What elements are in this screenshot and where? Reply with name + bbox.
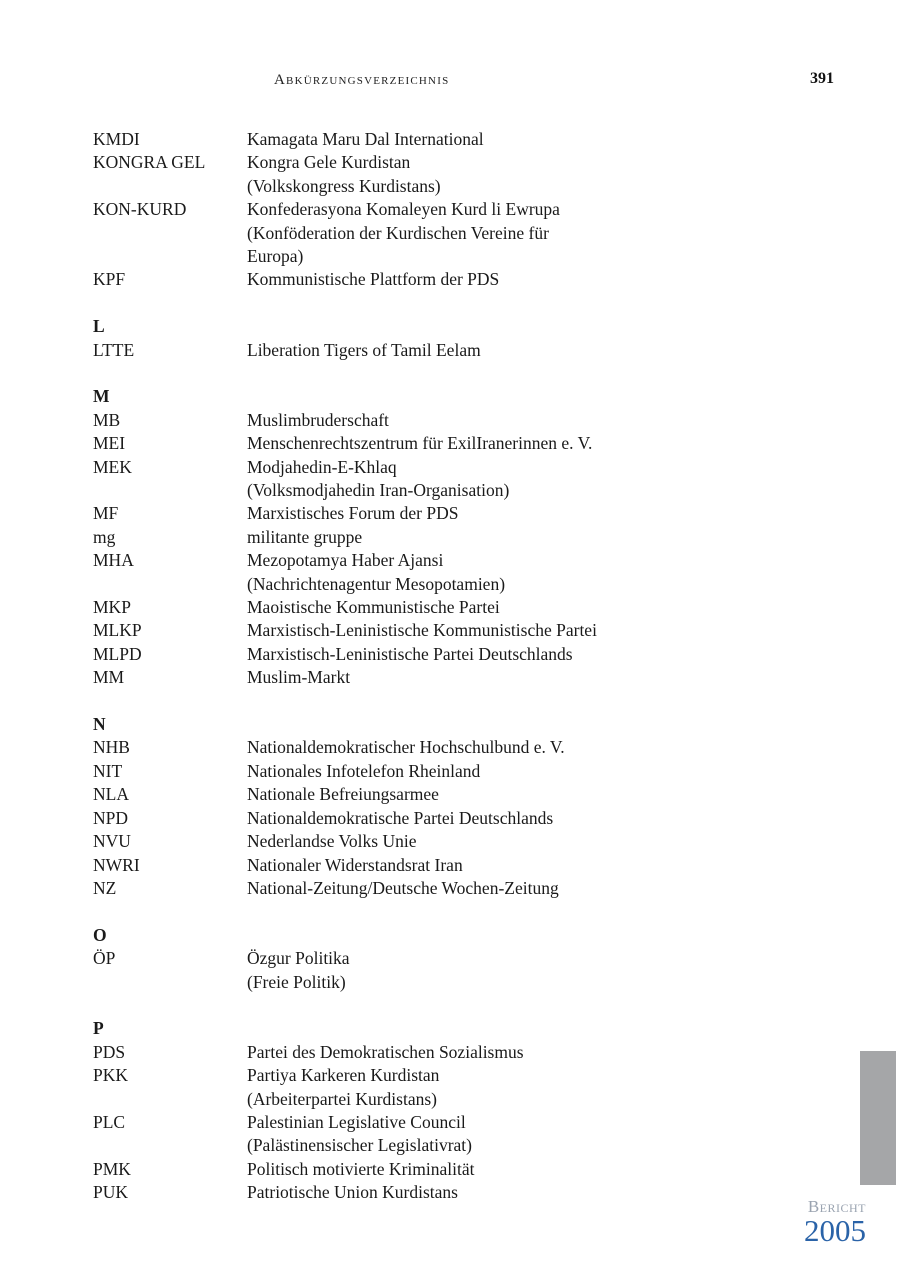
section — [93, 924, 713, 994]
expansion — [247, 526, 713, 549]
expansion-line: Özgur Politika — [247, 948, 350, 969]
abbreviation: NHB — [93, 737, 130, 758]
abbreviation: NZ — [93, 877, 117, 898]
expansion-line: Muslim-Markt — [247, 667, 351, 688]
expansion-line: Kamagata Maru Dal International — [247, 129, 484, 149]
expansion-line: Nationale Befreiungsarmee — [247, 784, 439, 805]
section-letter: N — [93, 714, 106, 735]
running-title: Abkürzungsverzeichnis — [274, 72, 450, 88]
abbreviation: NLA — [93, 784, 129, 805]
section — [93, 713, 713, 900]
expansion-line: Europa) — [247, 246, 304, 267]
section — [93, 385, 713, 689]
expansion — [247, 783, 713, 806]
expansion-line: Marxistisch-Leninistische Partei Deutschlands — [247, 643, 573, 664]
expansion-line: (Palästinensischer Legislativrat) — [247, 1135, 472, 1156]
expansion-line: Nationaldemokratischer Hochschulbund e. V. — [247, 737, 565, 758]
abbreviation-entry — [93, 947, 713, 994]
page-number: 391 — [810, 70, 834, 87]
expansion — [247, 1064, 713, 1111]
abbreviation-entry — [93, 877, 713, 900]
expansion-line: Modjahedin-E-Khlaq — [247, 456, 397, 477]
abbreviation: MEK — [93, 456, 132, 477]
expansion — [247, 807, 713, 830]
expansion — [247, 432, 713, 455]
abbreviation-entry — [93, 666, 713, 689]
abbreviation: MB — [93, 409, 121, 430]
abbreviation: MLKP — [93, 620, 142, 641]
abbreviation: NWRI — [93, 854, 140, 875]
abbreviation-entry — [93, 549, 713, 596]
expansion — [247, 409, 713, 432]
expansion-line: Konfederasyona Komaleyen Kurd li Ewrupa — [247, 199, 560, 220]
expansion-line: Palestinian Legislative Council — [247, 1111, 466, 1132]
abbreviation-entry — [93, 1158, 713, 1181]
abbreviation-entry — [93, 198, 713, 268]
abbreviation-entry — [93, 596, 713, 619]
expansion-line: Nationales Infotelefon Rheinland — [247, 760, 481, 781]
section-letter: L — [93, 316, 105, 337]
expansion — [247, 877, 713, 900]
expansion-line: Politisch motivierte Kriminalität — [247, 1158, 475, 1179]
expansion — [247, 666, 713, 689]
expansion — [247, 1111, 713, 1158]
abbreviation-entry — [93, 1181, 713, 1204]
expansion — [247, 151, 713, 198]
abbreviation-entry — [93, 1064, 713, 1111]
section-letter: O — [93, 924, 107, 945]
abbreviation: LTTE — [93, 339, 135, 360]
abbreviation-entry — [93, 760, 713, 783]
abbreviation-entry — [93, 643, 713, 666]
expansion-line: Kongra Gele Kurdistan — [247, 152, 411, 173]
abbreviation: MHA — [93, 550, 134, 571]
abbreviation-entry — [93, 128, 713, 151]
expansion-line: militante gruppe — [247, 526, 363, 547]
expansion — [247, 549, 713, 596]
expansion — [247, 1158, 713, 1181]
abbreviation-entry — [93, 854, 713, 877]
section-letter: P — [93, 1018, 104, 1039]
expansion-line: Patriotische Union Kurdistans — [247, 1182, 458, 1203]
abbreviation: ÖP — [93, 948, 116, 969]
expansion — [247, 947, 713, 994]
expansion — [247, 760, 713, 783]
abbreviation: KONGRA GEL — [93, 152, 206, 173]
abbreviation: NPD — [93, 807, 129, 828]
abbreviation: PKK — [93, 1065, 129, 1086]
expansion — [247, 339, 713, 362]
section — [93, 315, 713, 362]
abbreviation: mg — [93, 526, 116, 547]
expansion-line: Liberation Tigers of Tamil Eelam — [247, 339, 481, 360]
abbreviation-entry — [93, 339, 713, 362]
abbreviation: PDS — [93, 1041, 126, 1062]
expansion — [247, 619, 713, 642]
brand-year: 2005 — [804, 1213, 866, 1248]
section — [93, 1017, 713, 1204]
abbreviation: MM — [93, 667, 125, 688]
expansion — [247, 268, 713, 291]
abbreviation-entry — [93, 807, 713, 830]
abbreviation-entry — [93, 526, 713, 549]
abbreviation-entry — [93, 456, 713, 503]
expansion — [247, 456, 713, 503]
expansion-line: Partiya Karkeren Kurdistan — [247, 1065, 440, 1086]
abbreviation-entry — [93, 619, 713, 642]
abbreviation-entry — [93, 1041, 713, 1064]
expansion-line: Nederlandse Volks Unie — [247, 831, 417, 852]
expansion — [247, 736, 713, 759]
expansion — [247, 596, 713, 619]
expansion — [247, 643, 713, 666]
expansion-line: Menschenrechtszentrum für ExilIranerinnen e. V. — [247, 433, 593, 454]
abbreviation-entry — [93, 502, 713, 525]
expansion-line: Muslimbruderschaft — [247, 409, 389, 430]
abbreviation: MEI — [93, 433, 126, 454]
expansion — [247, 854, 713, 877]
report-branding — [804, 1198, 866, 1246]
side-tab-marker — [860, 1051, 896, 1185]
abbreviation-entry — [93, 151, 713, 198]
abbreviation: PUK — [93, 1182, 129, 1203]
abbreviation: KPF — [93, 269, 126, 290]
expansion-line: (Nachrichtenagentur Mesopotamien) — [247, 573, 506, 594]
expansion-line: (Volkskongress Kurdistans) — [247, 175, 441, 196]
abbreviation: MLPD — [93, 643, 142, 664]
expansion-line: Nationaldemokratische Partei Deutschlands — [247, 807, 554, 828]
abbreviation: KMDI — [93, 129, 140, 149]
expansion-line: (Arbeiterpartei Kurdistans) — [247, 1088, 437, 1109]
abbreviation-entry — [93, 783, 713, 806]
expansion-line: Marxistisch-Leninistische Kommunistische Partei — [247, 620, 597, 641]
section — [93, 128, 713, 292]
abbreviation: NVU — [93, 831, 131, 852]
expansion-line: Nationaler Widerstandsrat Iran — [247, 854, 463, 875]
expansion-line: (Volksmodjahedin Iran-Organisation) — [247, 480, 510, 501]
expansion — [247, 128, 713, 151]
expansion-line: Marxistisches Forum der PDS — [247, 503, 459, 524]
abbreviation-entry — [93, 1111, 713, 1158]
expansion-line: (Freie Politik) — [247, 971, 346, 992]
abbreviation-list — [93, 128, 713, 1205]
abbreviation-entry — [93, 268, 713, 291]
expansion-line: Kommunistische Plattform der PDS — [247, 269, 500, 290]
abbreviation: MF — [93, 503, 119, 524]
expansion — [247, 830, 713, 853]
expansion-line: (Konföderation der Kurdischen Vereine für — [247, 222, 549, 243]
abbreviation: MKP — [93, 597, 131, 618]
abbreviation-entry — [93, 830, 713, 853]
brand-word: Bericht — [807, 1197, 866, 1216]
expansion-line: National-Zeitung/Deutsche Wochen-Zeitung — [247, 877, 559, 898]
expansion — [247, 502, 713, 525]
abbreviation: PMK — [93, 1158, 131, 1179]
abbreviation-entry — [93, 432, 713, 455]
expansion-line: Mezopotamya Haber Ajansi — [247, 550, 444, 571]
section-letter: M — [93, 386, 110, 407]
expansion — [247, 198, 713, 268]
abbreviation: KON-KURD — [93, 199, 187, 220]
expansion — [247, 1181, 713, 1204]
expansion-line: Maoistische Kommunistische Partei — [247, 597, 500, 618]
abbreviation-entry — [93, 409, 713, 432]
expansion-line: Partei des Demokratischen Sozialismus — [247, 1041, 524, 1062]
abbreviation-entry — [93, 736, 713, 759]
abbreviation: NIT — [93, 760, 123, 781]
expansion — [247, 1041, 713, 1064]
abbreviation: PLC — [93, 1111, 126, 1132]
